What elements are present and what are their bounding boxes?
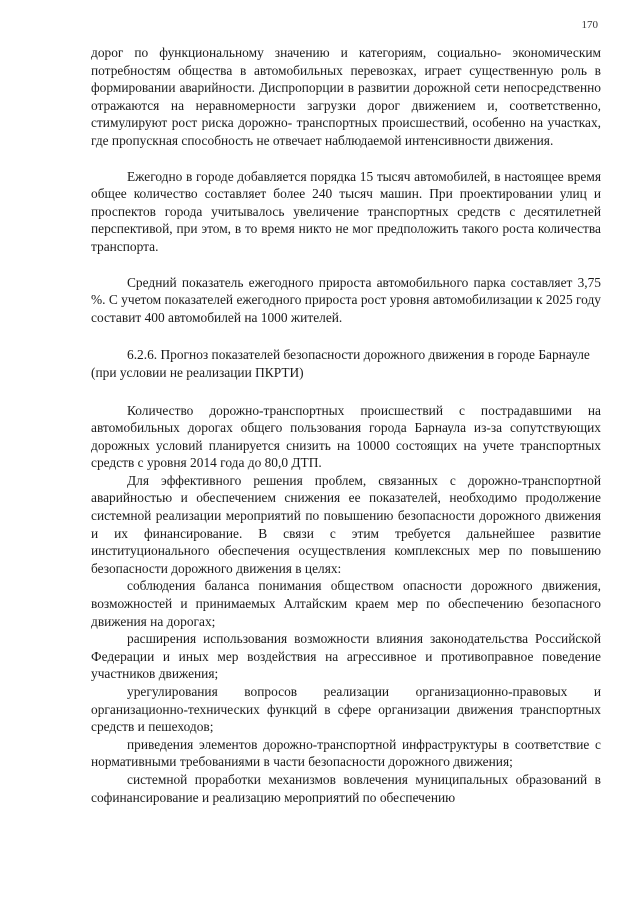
- paragraph-safety-measures: Для эффективного решения проблем, связанных с дорожно-транспортной аварийностью и обеспечением снижения ее показателей, необходимо продолжение системной реализации мероприятий по повышению безопасности дорожного движения и их финансирование. В связи с этим требуется дальнейшее развитие институционального обеспечения осуществления комплексных мер по повышению безопасности дорожного движения в целях:: [91, 472, 601, 576]
- list-item-infrastructure: приведения элементов дорожно-транспортной инфраструктуры в соответствие с нормативными требованиями в части безопасности дорожного движения;: [91, 736, 601, 770]
- paragraph-car-growth: Ежегодно в городе добавляется порядка 15 тысяч автомобилей, в настоящее время общее количество составляет более 240 тысяч машин. При проектировании улиц и проспектов города учитывалось увеличение транспортных средств с десятилетней перспективой, при этом, в то время никто не мог предположить такого роста количества транспорта.: [91, 168, 601, 254]
- list-item-balance: соблюдения баланса понимания обществом опасности дорожного движения, возможностей и принимаемых Алтайским краем мер по обеспечению безопасного движения на дорогах;: [91, 578, 601, 629]
- list-item-municipal: системной проработки механизмов вовлечения муниципальных образований в софинансирование и реализацию мероприятий по обеспечению: [91, 771, 601, 805]
- page-number: 170: [581, 19, 598, 31]
- list-item-legislation: расширения использования возможности влияния законодательства Российской Федерации и иных мер воздействия на агрессивное и противоправное поведение участников движения;: [91, 631, 601, 682]
- section-heading: 6.2.6. Прогноз показателей безопасности дорожного движения в городе Барнауле (при условии не реализации ПКРТИ): [91, 347, 590, 380]
- paragraph-accident-forecast: Количество дорожно-транспортных происшествий с пострадавшими на автомобильных дорогах общего пользования города Барнаула из-за сопутствующих дорожных условий планируется снизить на 10000 состоящих на учете транспортных средств с уровня 2014 года до 80,0 ДТП.: [91, 402, 601, 471]
- document-body: [91, 44, 601, 806]
- paragraph-road-network: дорог по функциональному значению и категориям, социально- экономическим потребностям общества в автомобильных перевозках, играет существенную роль в формировании аварийности. Диспропорции в развитии дорожной сети непосредственно отражаются на неравномерности загрузки дорог движением и, соответственно, стимулируют рост риска дорожно- транспортных происшествий, особенно на участках, где пропускная способность не отвечает наблюдаемой интенсивности движения.: [91, 45, 601, 148]
- paragraph-motorization-rate: Средний показатель ежегодного прироста автомобильного парка составляет 3,75 %. С учетом показателей ежегодного прироста рост уровня автомобилизации к 2025 году составит 400 автомобилей на 1000 жителей.: [91, 274, 601, 325]
- list-item-regulation: урегулирования вопросов реализации организационно-правовых и организационно-технических функций в сфере организации движения транспортных средств и пешеходов;: [91, 684, 601, 735]
